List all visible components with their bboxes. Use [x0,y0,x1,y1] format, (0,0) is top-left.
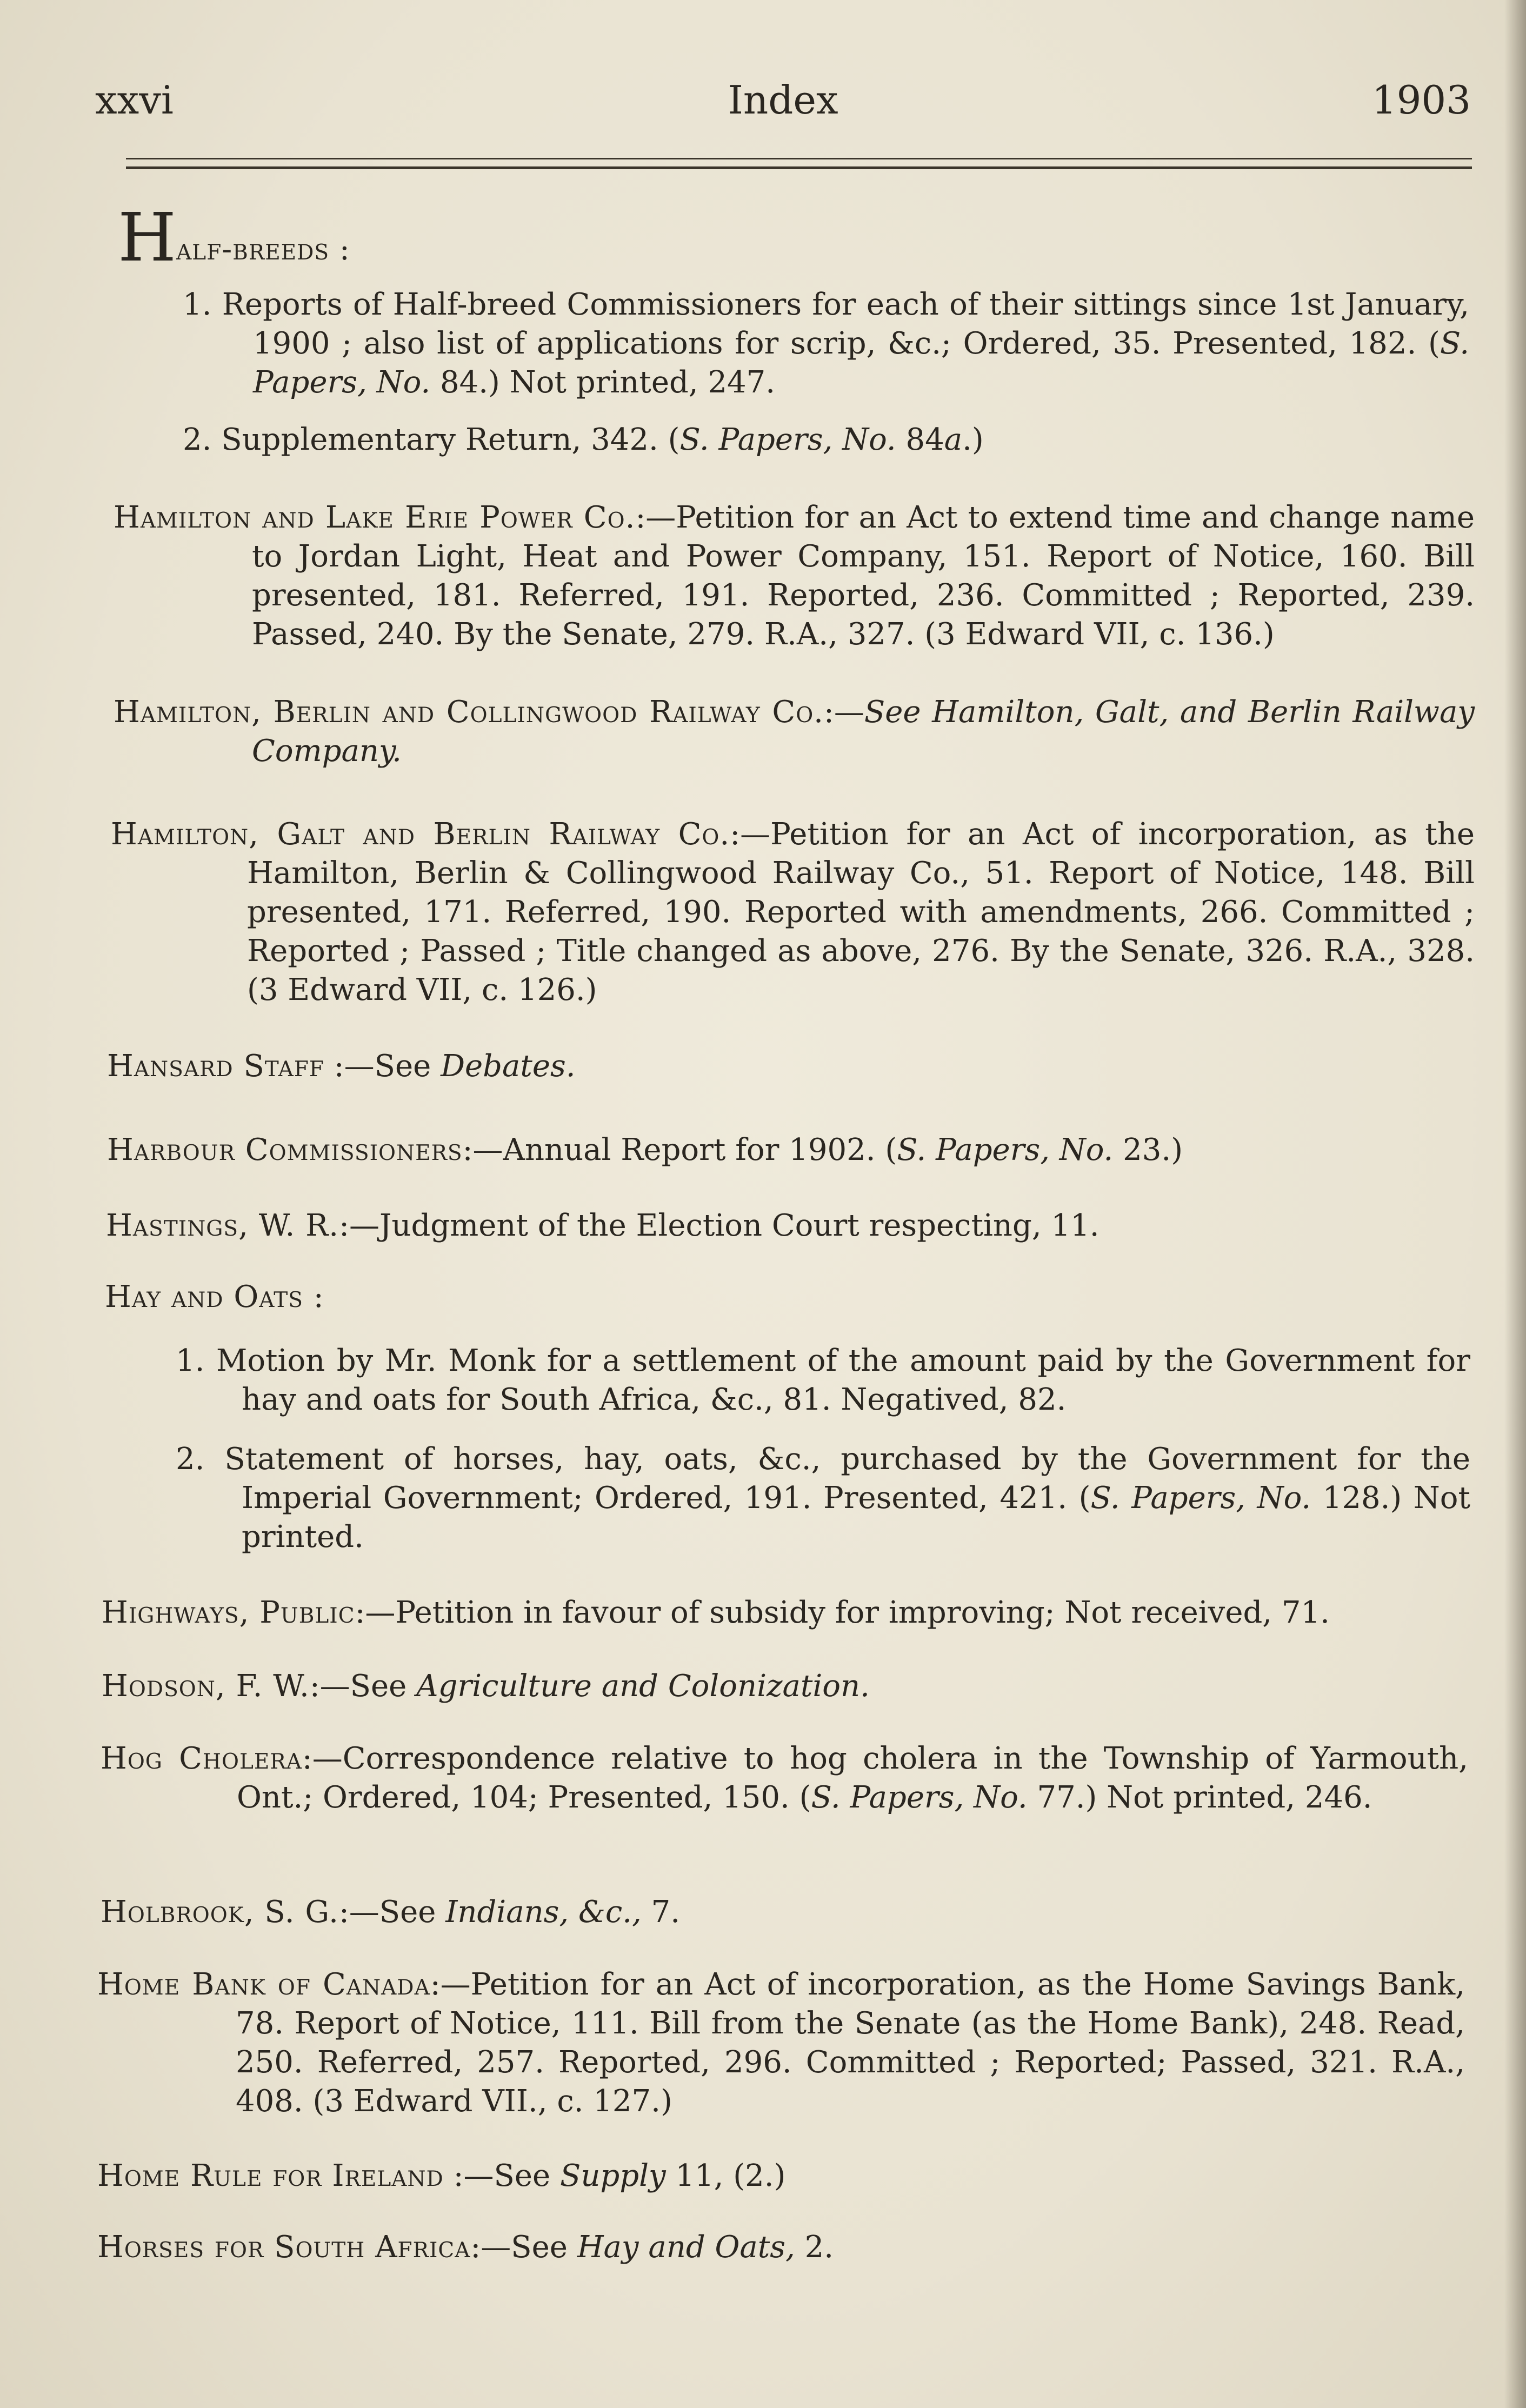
item-text-tail: 84.) Not printed, 247. [430,365,776,400]
drop-capital: H [118,199,177,277]
entry-text: :—See [443,2158,560,2193]
item-ref: S. Papers, No. [679,422,896,457]
entry-text: :—Annual Report for 1902. ( [462,1132,897,1168]
index-entry-hastings [106,1206,1468,1245]
entry-text: :—Petition in favour of subsidy for improving; Not received, 71. [355,1595,1330,1630]
index-entry-hamilton-galt-berlin [111,815,1475,1010]
entry-ref: S. Papers, No. [897,1132,1114,1168]
item-ref: S. Papers, No. [253,326,1469,400]
half-breeds-item-1 [183,285,1469,402]
entry-heading: Hastings, W. R. [106,1208,339,1243]
entry-heading: Hamilton, Galt and Berlin Railway Co. [111,817,730,852]
running-header [95,70,1471,130]
entry-see-reference: Agriculture and Colonization. [416,1669,870,1704]
header-year: 1903 [1371,77,1471,123]
header-title: Index [728,77,838,123]
item-ref-suffix: a [944,422,963,457]
item-ref: S. Papers, No. [1090,1480,1311,1516]
hay-and-oats-item-2 [176,1440,1470,1557]
index-entry-hodson [102,1667,1469,1706]
item-text-tail: .) [962,422,984,457]
entry-heading: Highways, Public [102,1595,355,1630]
entry-text: :—Correspondence relative to hog cholera in the Township of Yarmouth, Ont.; Ordered, 104; Presented, 150. ( [237,1741,1468,1815]
index-entry-half-breeds [118,199,1469,277]
index-entry-hamilton-berlin-collingwood [114,693,1475,771]
entry-heading: Horses for South Africa [97,2230,471,2265]
entry-heading: Hay and Oats : [105,1279,324,1315]
item-text: Motion by Mr. Monk for a settlement of the amount paid by the Government for hay and oats for South Africa, &c., 81. Negatived, 82. [216,1343,1470,1417]
item-number: 1. [183,287,212,322]
item-text-mid: 84 [896,422,944,457]
entry-text: :—See [324,1049,441,1084]
index-entry-highways-public [102,1593,1469,1632]
entry-text-tail: 77.) Not printed, 246. [1027,1780,1372,1815]
entry-heading: Home Rule for Ireland [97,2158,444,2193]
index-entry-hog-cholera [101,1739,1468,1817]
index-entry-home-rule [97,2157,1465,2196]
header-rule-thin [126,158,1472,159]
entry-text-tail: 23.) [1113,1132,1183,1168]
index-entry-harbour-commissioners [107,1131,1469,1170]
heading-text: alf-breeds : [176,232,350,267]
entry-text: :—See [309,1669,417,1704]
index-entry-hay-and-oats [105,1278,1467,1317]
entry-text: :—Judgment of the Election Court respecting, 11. [339,1208,1099,1243]
entry-heading: Harbour Commissioners [107,1132,463,1168]
entry-see-reference: Supply [559,2158,666,2193]
entry-heading: Hamilton, Berlin and Collingwood Railway Co. [114,695,824,730]
item-text-tail: 128.) Not printed. [242,1480,1471,1555]
entry-text: :—Petition for an Act of incorporation, as the Hamilton, Berlin & Collingwood Railway Co., 51. Report of Notice, 148. Bill presented, 171. Referred, 190. Reported with amendments, 266. Committed ; Reported ; Passed ; Title changed as above, 276. By the Senate, 326. R.A., 328. (3 Edward VII, c. 126.) [247,817,1475,1008]
half-breeds-item-2 [183,421,1469,459]
entry-heading: Hansard Staff [107,1049,324,1084]
entry-ref: S. Papers, No. [811,1780,1028,1815]
item-number: 2. [183,422,212,457]
item-number: 2. [176,1442,205,1477]
entry-text: :— [823,695,864,730]
page-edge-shadow [1504,0,1526,2408]
entry-see-reference: Debates. [441,1049,576,1084]
entry-heading: Holbrook, S. G. [101,1895,339,1930]
entry-text: :—See [338,1895,446,1930]
entry-text-tail: 11, (2.) [665,2158,786,2193]
entry-text: :—See [470,2230,577,2265]
item-text: Supplementary Return, 342. ( [221,422,680,457]
index-entry-holbrook [101,1893,1468,1932]
index-entry-hamilton-lake-erie [114,498,1475,654]
entry-text: :—Petition for an Act to extend time and change name to Jordan Light, Heat and Power Company, 151. Report of Notice, 160. Bill presented, 181. Referred, 191. Reported, 236. Committed ; Reported, 239. Passed, 240. By the Senate, 279. R.A., 327. (3 Edward VII, c. 136.) [252,500,1475,652]
index-entry-horses-south-africa [97,2228,1465,2267]
index-entry-home-bank [97,1965,1465,2121]
entry-heading: Home Bank of Canada [97,1967,430,2002]
item-text: Reports of Half-breed Commissioners for each of their sittings since 1st January, 1900 ; also list of applications for scrip, &c.; Ordered, 35. Presented, 182. ( [222,287,1469,361]
page-number: xxvi [95,77,174,123]
index-entry-hansard-staff [107,1047,1469,1086]
entry-text-tail: 7. [641,1895,681,1930]
entry-heading [118,199,1469,277]
entry-heading: Hog Cholera [101,1741,302,1776]
entry-heading: Hodson, F. W. [102,1669,310,1704]
header-rule-thick [126,166,1472,169]
item-number: 1. [176,1343,205,1378]
entry-heading: Hamilton and Lake Erie Power Co. [114,500,636,535]
entry-text: :—Petition for an Act of incorporation, as the Home Savings Bank, 78. Report of Notice, 111. Bill from the Senate (as the Home Bank), 248. Read, 250. Referred, 257. Reported, 296. Committed ; Reported; Passed, 321. R.A., 408. (3 Edward VII., c. 127.) [236,1967,1465,2119]
entry-text-tail: 2. [795,2230,834,2265]
entry-see-reference: See Hamilton, Galt, and Berlin Railway Company. [252,695,1475,769]
hay-and-oats-item-1 [176,1342,1470,1419]
item-text: Statement of horses, hay, oats, &c., purchased by the Government for the Imperial Government; Ordered, 191. Presented, 421. ( [224,1442,1470,1516]
entry-see-reference: Hay and Oats, [577,2230,795,2265]
entry-see-reference: Indians, &c., [445,1895,642,1930]
